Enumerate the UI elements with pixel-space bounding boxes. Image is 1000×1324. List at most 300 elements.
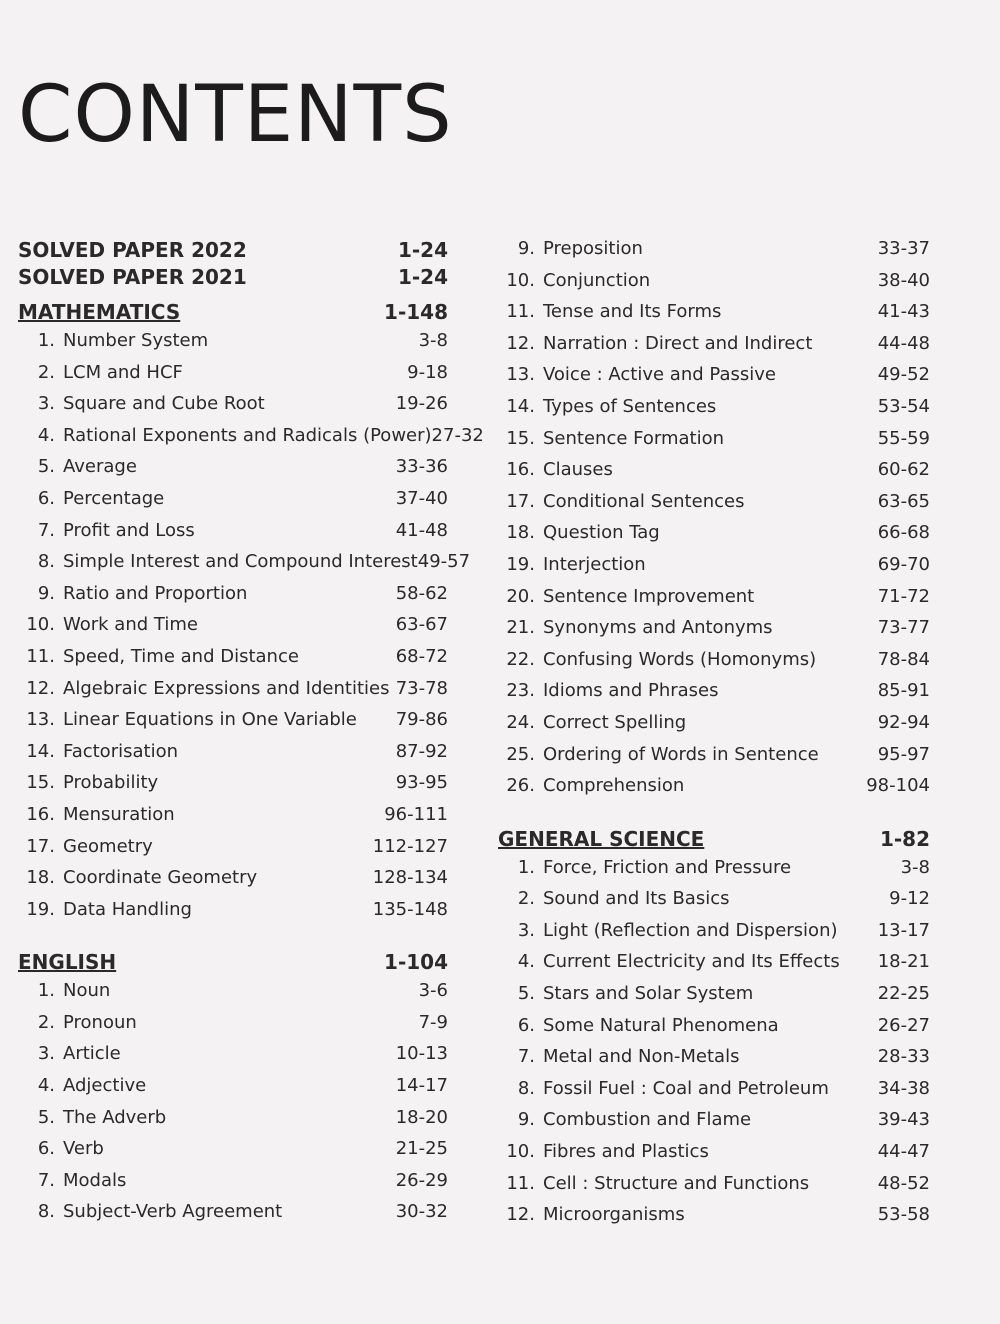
entry-pages: 63-65 [877,490,930,512]
entry-label: Number System [63,330,209,351]
entry-pages: 85-91 [877,680,930,702]
right-column [498,238,930,1236]
entry-number: 14. [506,395,535,417]
toc-entry [18,741,448,773]
entry-pages: 53-54 [877,395,930,417]
entry-pages: 92-94 [877,711,930,733]
entry-pages: 3-8 [900,856,930,878]
entry-label: Linear Equations in One Variable [63,709,357,731]
toc-entry [18,980,448,1012]
entry-label: Article [63,1043,121,1065]
entry-number: 6. [37,487,55,509]
toc-entry [18,646,448,678]
toc-entry [18,899,448,931]
entry-pages: 135-148 [372,898,448,920]
entry-title [498,428,724,449]
entry-label: Subject-Verb Agreement [63,1201,283,1223]
entry-title [18,1201,282,1222]
entry-number: 14. [26,740,55,762]
entry-label: Force, Friction and Pressure [543,856,792,878]
entry-label: Question Tag [543,522,660,544]
toc-entry [18,1170,448,1202]
entry-title [18,551,418,572]
entry-number: 9. [37,582,55,604]
entry-title [498,522,660,543]
entry-number: 1. [37,980,55,1002]
entry-title [498,1015,779,1036]
section-heading [498,827,930,857]
toc-entry [18,1075,448,1107]
entry-title [498,1204,685,1225]
entry-label: Geometry [63,835,153,857]
toc-entry [18,583,448,615]
entry-label: Cell : Structure and Functions [543,1172,810,1194]
entry-title [498,1173,809,1194]
entry-pages: 95-97 [877,743,930,765]
entry-pages: 68-72 [395,645,448,667]
entry-title [498,1046,739,1067]
entry-pages: 9-12 [889,888,930,910]
entry-label: Clauses [543,459,613,481]
entry-number: 19. [26,898,55,920]
entry-label: Interjection [543,553,646,575]
entry-label: Verb [63,1138,104,1160]
entry-label: Some Natural Phenomena [543,1014,779,1036]
toc-entry [18,772,448,804]
entry-number: 13. [506,364,535,386]
entry-title [498,333,812,354]
entry-label: Metal and Non-Metals [543,1046,740,1068]
entry-title [18,583,247,604]
entry-number: 21. [506,617,535,639]
entry-title [18,1075,146,1096]
entry-pages: 48-52 [877,1172,930,1194]
entry-pages: 18-21 [877,951,930,973]
entry-pages: 27-32 [431,424,484,446]
entry-pages: 18-20 [395,1106,448,1128]
entry-label: Square and Cube Root [63,393,265,415]
toc-entry [18,836,448,868]
entry-number: 16. [506,459,535,481]
heading-label: MATHEMATICS [18,300,181,324]
toc-entry [498,1015,930,1047]
toc-entry [498,1141,930,1173]
entry-label: Comprehension [543,775,685,797]
toc-entry [18,424,484,457]
toc-entry [18,804,448,836]
entry-number: 19. [506,553,535,575]
toc-entry [498,983,930,1015]
entry-label: Idioms and Phrases [543,680,719,702]
entry-label: Current Electricity and Its Effects [543,951,840,973]
entry-title [18,678,389,699]
entry-pages: 14-17 [395,1075,448,1097]
entry-label: LCM and HCF [63,361,183,383]
entry-pages: 34-38 [877,1077,930,1099]
entry-pages: 93-95 [395,772,448,794]
entry-label: Mensuration [63,803,175,825]
entry-number: 2. [37,1011,55,1033]
entry-label: Simple Interest and Compound Interest [63,551,418,573]
entry-number: 7. [37,1169,55,1191]
entry-number: 3. [517,919,535,941]
entry-pages: 3-8 [418,330,448,351]
entry-label: Combustion and Flame [543,1109,752,1131]
entry-title [18,772,158,793]
entry-label: Modals [63,1169,127,1191]
entry-pages: 44-47 [877,1141,930,1163]
entry-number: 10. [506,269,535,291]
entry-label: The Adverb [63,1106,167,1128]
entry-title [498,1109,751,1130]
entry-title [18,867,257,888]
entry-label: Pronoun [63,1011,137,1033]
entry-number: 6. [37,1138,55,1160]
entry-label: Probability [63,772,159,794]
entry-number: 4. [37,1075,55,1097]
entry-pages: 87-92 [395,740,448,762]
toc-entry [498,270,930,302]
entry-label: Voice : Active and Passive [543,364,776,386]
entry-title [498,888,730,909]
entry-number: 8. [37,1201,55,1223]
toc-entry [18,614,448,646]
entry-title [498,301,721,322]
entry-pages: 39-43 [877,1109,930,1131]
heading-label: SOLVED PAPER 2021 [18,265,247,289]
entry-title [498,459,613,480]
entry-label: Profit and Loss [63,519,195,541]
entry-title [18,899,192,920]
toc-entry [18,393,448,425]
entry-title [498,238,643,259]
entry-pages: 3-6 [418,980,448,1002]
toc-entry [498,775,930,807]
toc-entry [498,364,930,396]
toc-entry [18,1012,448,1044]
section-heading [18,950,448,980]
toc-entry [498,888,930,920]
entry-label: Sentence Formation [543,427,724,449]
paper-heading [18,265,448,292]
entry-pages: 33-36 [395,456,448,478]
entry-number: 17. [506,490,535,512]
entry-pages: 71-72 [877,585,930,607]
entry-title [18,1012,137,1033]
entry-title [18,1170,126,1191]
entry-label: Tense and Its Forms [543,301,722,323]
entry-pages: 73-77 [877,617,930,639]
entry-pages: 38-40 [877,269,930,291]
entry-number: 4. [517,951,535,973]
toc-entry [18,520,448,552]
entry-pages: 33-37 [877,238,930,259]
heading-label: SOLVED PAPER 2022 [18,238,247,262]
entry-number: 5. [37,456,55,478]
entry-number: 5. [37,1106,55,1128]
entry-title [498,983,753,1004]
entry-title [498,396,716,417]
entry-label: Ratio and Proportion [63,582,248,604]
entry-title [498,1141,709,1162]
entry-label: Noun [63,980,111,1002]
toc-entry [18,678,448,710]
entry-title [18,1043,121,1064]
entry-label: Confusing Words (Homonyms) [543,648,817,670]
entry-number: 1. [517,856,535,878]
toc-entry [18,330,448,362]
entry-pages: 22-25 [877,983,930,1005]
entry-title [498,364,776,385]
entry-label: Synonyms and Antonyms [543,617,773,639]
toc-entry [498,951,930,983]
entry-number: 12. [26,677,55,699]
entry-number: 12. [506,1204,535,1226]
toc-entry [498,1046,930,1078]
entry-pages: 9-18 [407,361,448,383]
toc-entry [498,680,930,712]
entry-pages: 60-62 [877,459,930,481]
entry-label: Average [63,456,137,478]
entry-pages: 41-48 [395,519,448,541]
entry-pages: 73-78 [395,677,448,699]
entry-pages: 79-86 [395,709,448,731]
entry-number: 7. [517,1046,535,1068]
toc-entry [498,586,930,618]
entry-number: 11. [506,1172,535,1194]
entry-number: 16. [26,803,55,825]
entry-number: 17. [26,835,55,857]
entry-number: 2. [517,888,535,910]
entry-label: Types of Sentences [543,395,717,417]
heading-pages: 1-148 [384,300,448,324]
entry-pages: 10-13 [395,1043,448,1065]
entry-label: Data Handling [63,898,192,920]
entry-number: 18. [506,522,535,544]
entry-title [18,646,299,667]
toc-entry [498,920,930,952]
toc-entry [18,867,448,899]
heading-label: ENGLISH [18,950,117,975]
entry-label: Speed, Time and Distance [63,645,299,667]
entry-pages: 13-17 [877,919,930,941]
heading-pages: 1-24 [397,265,448,289]
entry-label: Coordinate Geometry [63,867,258,889]
entry-pages: 78-84 [877,648,930,670]
toc-entry [18,1138,448,1170]
toc-entry [18,1201,448,1233]
entry-title [498,491,744,512]
entry-pages: 41-43 [877,301,930,323]
entry-title [18,1138,104,1159]
toc-entry [498,712,930,744]
entry-title [18,362,183,383]
entry-number: 26. [506,775,535,797]
entry-pages: 30-32 [395,1201,448,1223]
entry-number: 18. [26,867,55,889]
entry-pages: 26-27 [877,1014,930,1036]
entry-title [18,425,432,446]
entry-number: 1. [37,330,55,351]
toc-entry [18,362,448,394]
entry-number: 22. [506,648,535,670]
entry-number: 3. [37,1043,55,1065]
paper-heading [18,238,448,265]
entry-title [18,836,153,857]
toc-entry [498,1173,930,1205]
entry-number: 24. [506,711,535,733]
heading-pages: 1-82 [879,826,930,851]
entry-pages: 7-9 [418,1011,448,1033]
entry-title [18,741,178,762]
entry-pages: 63-67 [395,614,448,636]
entry-number: 6. [517,1014,535,1036]
entry-number: 23. [506,680,535,702]
heading-label: GENERAL SCIENCE [498,826,705,851]
entry-label: Work and Time [63,614,198,636]
entry-pages: 58-62 [395,582,448,604]
toc-entry [498,333,930,365]
page-title: CONTENTS [18,70,453,160]
toc-entry [498,491,930,523]
entry-number: 15. [26,772,55,794]
toc-entry [18,551,471,583]
entry-label: Rational Exponents and Radicals (Power) [63,424,432,446]
entry-label: Sound and Its Basics [543,888,730,910]
entry-pages: 98-104 [866,775,930,797]
entry-pages: 53-58 [877,1204,930,1226]
entry-pages: 21-25 [395,1138,448,1160]
entry-number: 12. [506,332,535,354]
toc-entry [498,744,930,776]
entry-title [18,980,110,1001]
entry-title [18,520,195,541]
entry-number: 25. [506,743,535,765]
entry-number: 2. [37,361,55,383]
entry-title [498,857,791,878]
entry-number: 9. [517,1109,535,1131]
entry-label: Narration : Direct and Indirect [543,332,813,354]
toc-entry [18,1043,448,1075]
entry-title [18,804,175,825]
entry-title [498,744,819,765]
entry-label: Percentage [63,487,165,509]
heading-pages: 1-24 [397,238,448,262]
entry-label: Fossil Fuel : Coal and Petroleum [543,1077,829,1099]
entry-number: 9. [517,238,535,259]
entry-label: Conditional Sentences [543,490,745,512]
entry-number: 8. [37,551,55,573]
entry-title [498,680,719,701]
entry-number: 8. [517,1077,535,1099]
entry-title [498,649,816,670]
entry-pages: 66-68 [877,522,930,544]
entry-pages: 26-29 [395,1169,448,1191]
entry-pages: 44-48 [877,332,930,354]
entry-label: Algebraic Expressions and Identities [63,677,390,699]
toc-entry [18,488,448,520]
entry-label: Stars and Solar System [543,983,754,1005]
entry-label: Ordering of Words in Sentence [543,743,819,765]
entry-label: Preposition [543,238,643,259]
entry-title [498,1078,829,1099]
toc-entry [498,238,930,270]
entry-title [18,393,265,414]
entry-number: 11. [506,301,535,323]
entry-number: 4. [37,424,55,446]
entry-pages: 19-26 [395,393,448,415]
entry-pages: 55-59 [877,427,930,449]
entry-pages: 49-57 [417,551,471,573]
entry-title [18,488,164,509]
toc-entry [498,1204,930,1236]
entry-title [18,709,357,730]
entry-pages: 96-111 [384,803,448,825]
entry-label: Correct Spelling [543,711,687,733]
toc-entry [498,649,930,681]
entry-pages: 112-127 [372,835,448,857]
entry-number: 11. [26,645,55,667]
entry-number: 10. [26,614,55,636]
entry-title [498,617,773,638]
entry-number: 7. [37,519,55,541]
section-heading [18,300,448,330]
entry-label: Adjective [63,1075,147,1097]
toc-entry [498,522,930,554]
entry-title [18,614,198,635]
entry-title [498,775,684,796]
entry-label: Light (Reflection and Dispersion) [543,919,838,941]
toc-entry [18,709,448,741]
toc-entry [498,1078,930,1110]
entry-title [18,330,208,351]
toc-entry [498,428,930,460]
entry-pages: 28-33 [877,1046,930,1068]
entry-title [498,712,686,733]
entry-number: 13. [26,709,55,731]
entry-title [498,586,754,607]
entry-label: Conjunction [543,269,651,291]
entry-title [498,554,646,575]
entry-number: 15. [506,427,535,449]
entry-title [498,920,838,941]
entry-pages: 128-134 [372,867,448,889]
toc-entry [498,459,930,491]
toc-entry [498,396,930,428]
entry-number: 10. [506,1141,535,1163]
toc-entry [18,456,448,488]
toc-entry [498,857,930,889]
entry-pages: 69-70 [877,553,930,575]
entry-label: Sentence Improvement [543,585,755,607]
entry-title [498,951,840,972]
entry-title [18,456,137,477]
entry-number: 5. [517,983,535,1005]
entry-label: Factorisation [63,740,178,762]
entry-pages: 37-40 [395,487,448,509]
toc-entry [498,617,930,649]
entry-label: Microorganisms [543,1204,685,1226]
entry-label: Fibres and Plastics [543,1141,709,1163]
toc-entry [498,1109,930,1141]
heading-pages: 1-104 [384,950,448,975]
entry-title [18,1107,166,1128]
entry-pages: 49-52 [877,364,930,386]
entry-number: 3. [37,393,55,415]
entry-number: 20. [506,585,535,607]
toc-entry [498,301,930,333]
toc-entry [498,554,930,586]
